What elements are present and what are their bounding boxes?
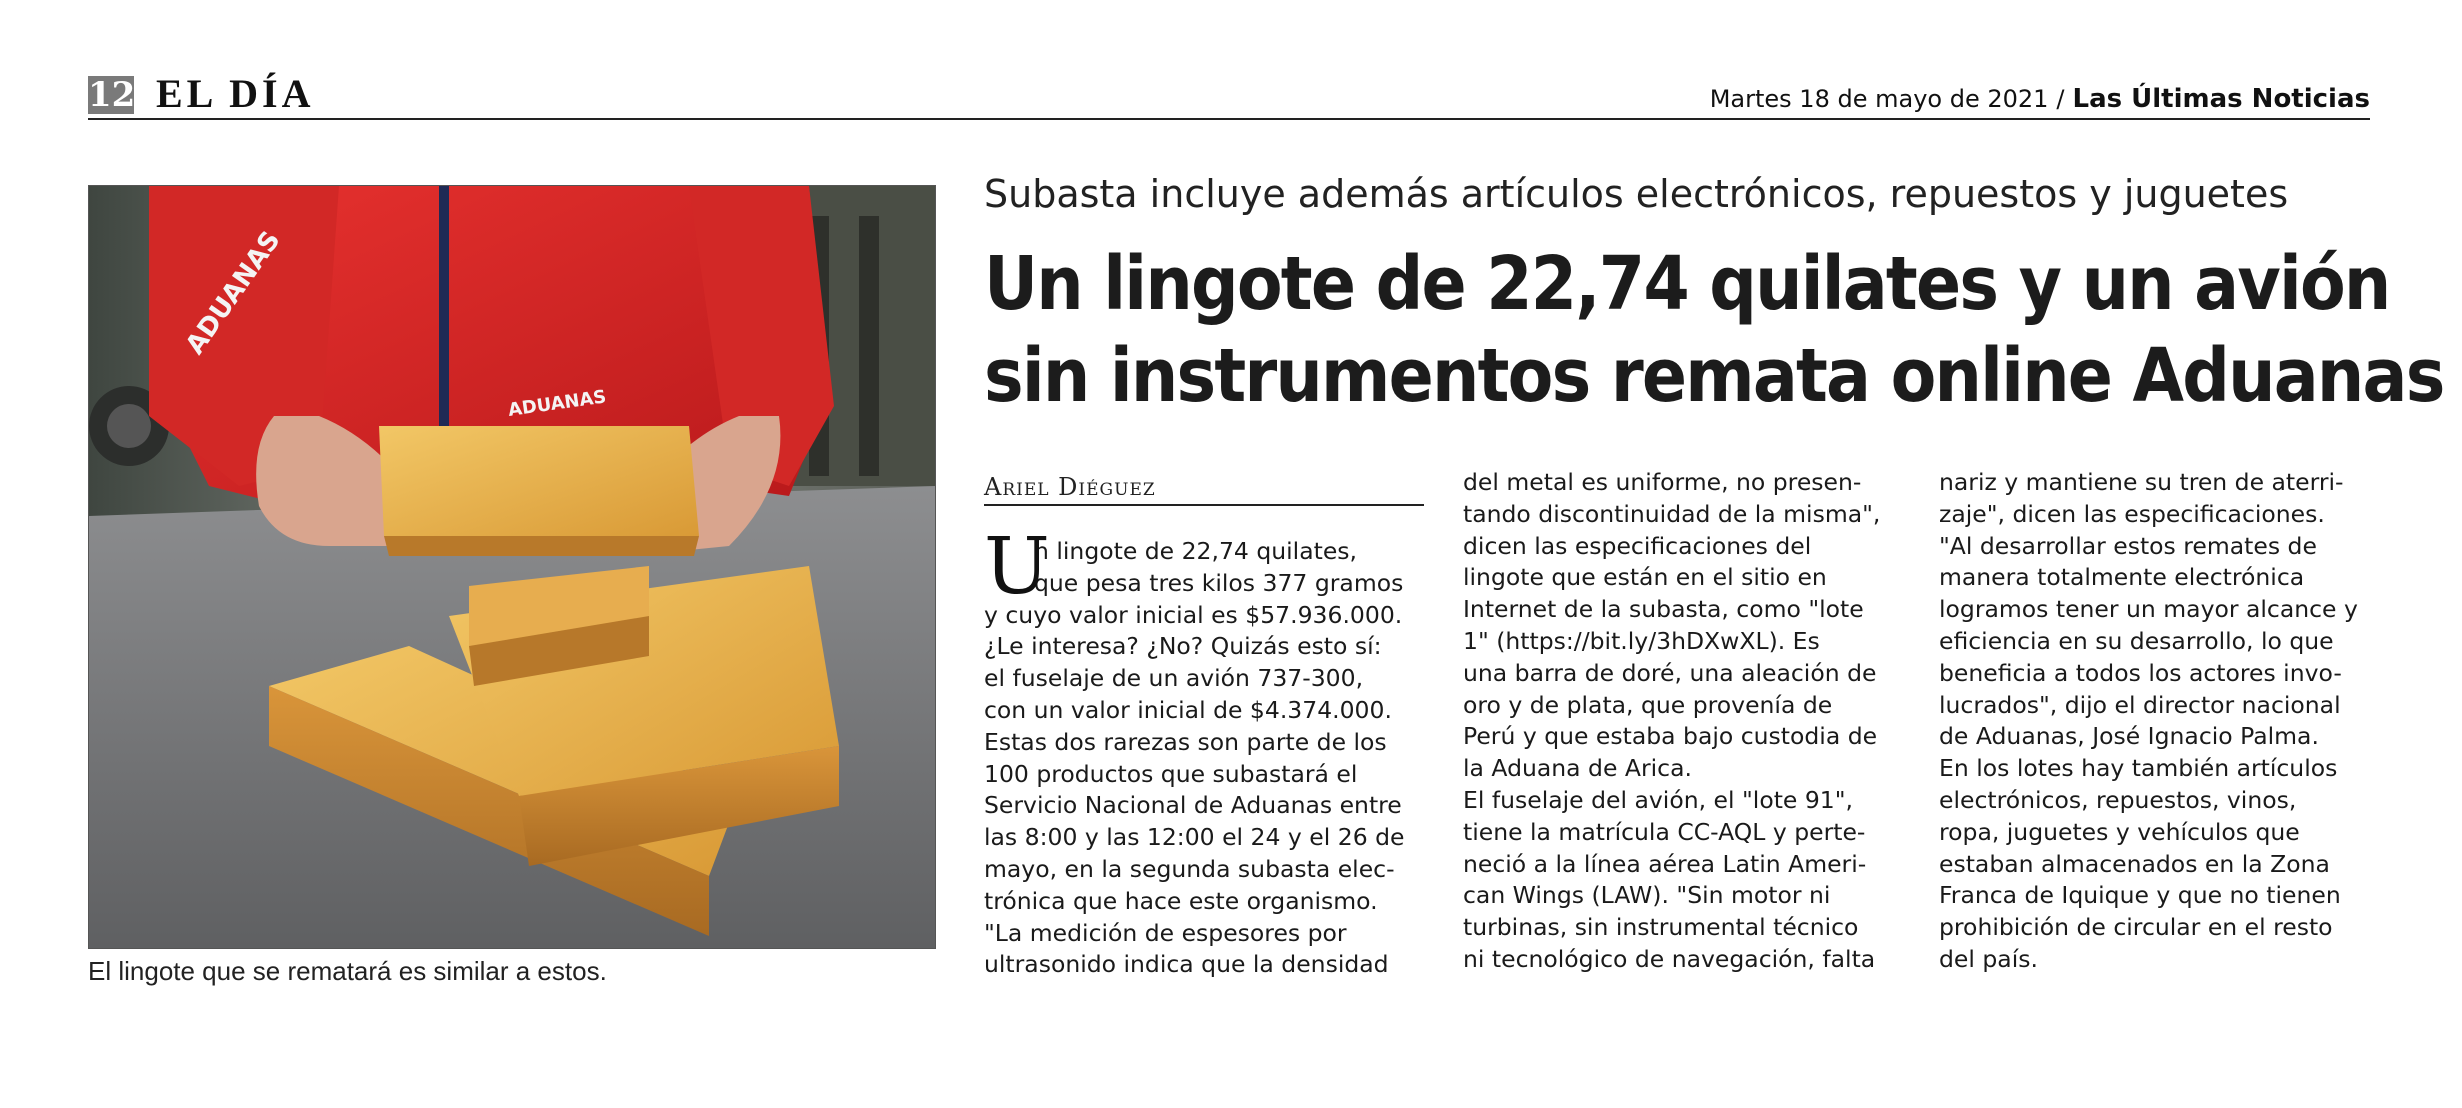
dropcap-paragraph <box>984 522 1424 612</box>
body-line: del metal es uniforme, no presen- <box>1463 468 1862 496</box>
jacket-logo-text: ADUANAS <box>180 225 287 361</box>
page-number: 12 <box>88 75 136 115</box>
body-line: Franca de Iquique y que no tienen <box>1939 881 2341 910</box>
body-line: Internet de la subasta, como "lote <box>1463 595 1864 624</box>
page-header <box>88 72 2370 120</box>
dateline-separator: / <box>2056 85 2065 113</box>
section-title: EL DÍA <box>156 71 315 116</box>
body-line: que pesa tres kilos 377 gramos <box>1034 568 1404 597</box>
body-line: ultrasonido indica que la densidad <box>984 950 1389 979</box>
body-line: lucrados", dijo el director nacional <box>1939 690 2341 719</box>
body-line: 100 productos que subastará el <box>984 759 1358 788</box>
body-line: tando discontinuidad de la misma", <box>1463 499 1881 528</box>
body-line: nariz y mantiene su tren de aterri- <box>1939 468 2344 496</box>
article-headline <box>984 238 2444 422</box>
body-line: las 8:00 y las 12:00 el 24 y el 26 de <box>984 823 1405 852</box>
article-kicker: Subasta incluye además artículos electrónicos, repuestos y juguetes <box>984 172 2289 216</box>
body-line: estaban almacenados en la Zona <box>1939 849 2330 878</box>
body-line: de Aduanas, José Ignacio Palma. <box>1939 722 2319 751</box>
body-line: "La medición de espesores por <box>984 918 1347 947</box>
body-line: prohibición de circular en el resto <box>1939 913 2333 942</box>
body-line: Estas dos rarezas son parte de los <box>984 727 1387 756</box>
body-line: En los lotes hay también artículos <box>1939 754 2338 783</box>
body-line: ropa, juguetes y vehículos que <box>1939 817 2300 846</box>
body-line: el fuselaje de un avión 737-300, <box>984 664 1364 693</box>
dateline <box>1710 84 2370 114</box>
body-line: "Al desarrollar estos remates de <box>1939 531 2317 560</box>
body-line: la Aduana de Arica. <box>1463 754 1692 783</box>
body-line: electrónicos, repuestos, vinos, <box>1939 785 2297 814</box>
body-line: Servicio Nacional de Aduanas entre <box>984 791 1402 820</box>
body-line: manera totalmente electrónica <box>1939 563 2305 592</box>
sleeve-logo-text: ADUANAS <box>506 386 608 421</box>
body-line: 1" (https://bit.ly/3hDXwXL). Es <box>1463 626 1820 655</box>
body-line: can Wings (LAW). "Sin motor ni <box>1463 881 1831 910</box>
body-line: oro y de plata, que provenía de <box>1463 690 1833 719</box>
newspaper-name: Las Últimas Noticias <box>2072 84 2370 114</box>
article-column-2 <box>1463 467 1903 976</box>
photo-caption: El lingote que se rematará es similar a estos. <box>88 956 607 986</box>
article-photo <box>88 185 936 949</box>
issue-date: Martes 18 de mayo de 2021 <box>1709 85 2049 113</box>
body-line: beneficia a todos los actores invo- <box>1939 658 2342 687</box>
byline: Ariel Diéguez <box>984 470 1424 506</box>
body-line: El fuselaje del avión, el "lote 91", <box>1463 785 1854 814</box>
body-line: trónica que hace este organismo. <box>984 886 1378 915</box>
article-column-1 <box>984 522 1424 981</box>
body-line: eficiencia en su desarrollo, lo que <box>1939 626 2334 655</box>
gold-ingots-photo <box>89 186 935 948</box>
body-line: dicen las especificaciones del <box>1463 531 1812 560</box>
dropcap-letter: U <box>984 522 1050 612</box>
body-line: del país. <box>1939 944 2038 973</box>
body-line: tiene la matrícula CC-AQL y perte- <box>1463 817 1866 846</box>
body-line: mayo, en la segunda subasta elec- <box>984 854 1395 883</box>
article-column-3 <box>1939 467 2379 976</box>
body-line: lingote que están en el sitio en <box>1463 563 1827 592</box>
body-line: zaje", dicen las especificaciones. <box>1939 499 2325 528</box>
body-line: neció a la línea aérea Latin Ameri- <box>1463 849 1867 878</box>
body-line: una barra de doré, una aleación de <box>1463 658 1877 687</box>
body-line: Perú y que estaba bajo custodia de <box>1463 722 1878 751</box>
body-line: logramos tener un mayor alcance y <box>1939 595 2358 624</box>
body-line: ¿Le interesa? ¿No? Quizás esto sí: <box>984 632 1382 661</box>
body-line: turbinas, sin instrumental técnico <box>1463 913 1859 942</box>
body-line: y cuyo valor inicial es $57.936.000. <box>984 600 1403 629</box>
body-line: con un valor inicial de $4.374.000. <box>984 695 1392 724</box>
body-line: n lingote de 22,74 quilates, <box>1034 537 1357 565</box>
headline-line-2: sin instrumentos remata online Aduanas <box>984 333 2444 419</box>
body-line: ni tecnológico de navegación, falta <box>1463 944 1876 973</box>
headline-line-1: Un lingote de 22,74 quilates y un avión <box>984 241 2390 327</box>
